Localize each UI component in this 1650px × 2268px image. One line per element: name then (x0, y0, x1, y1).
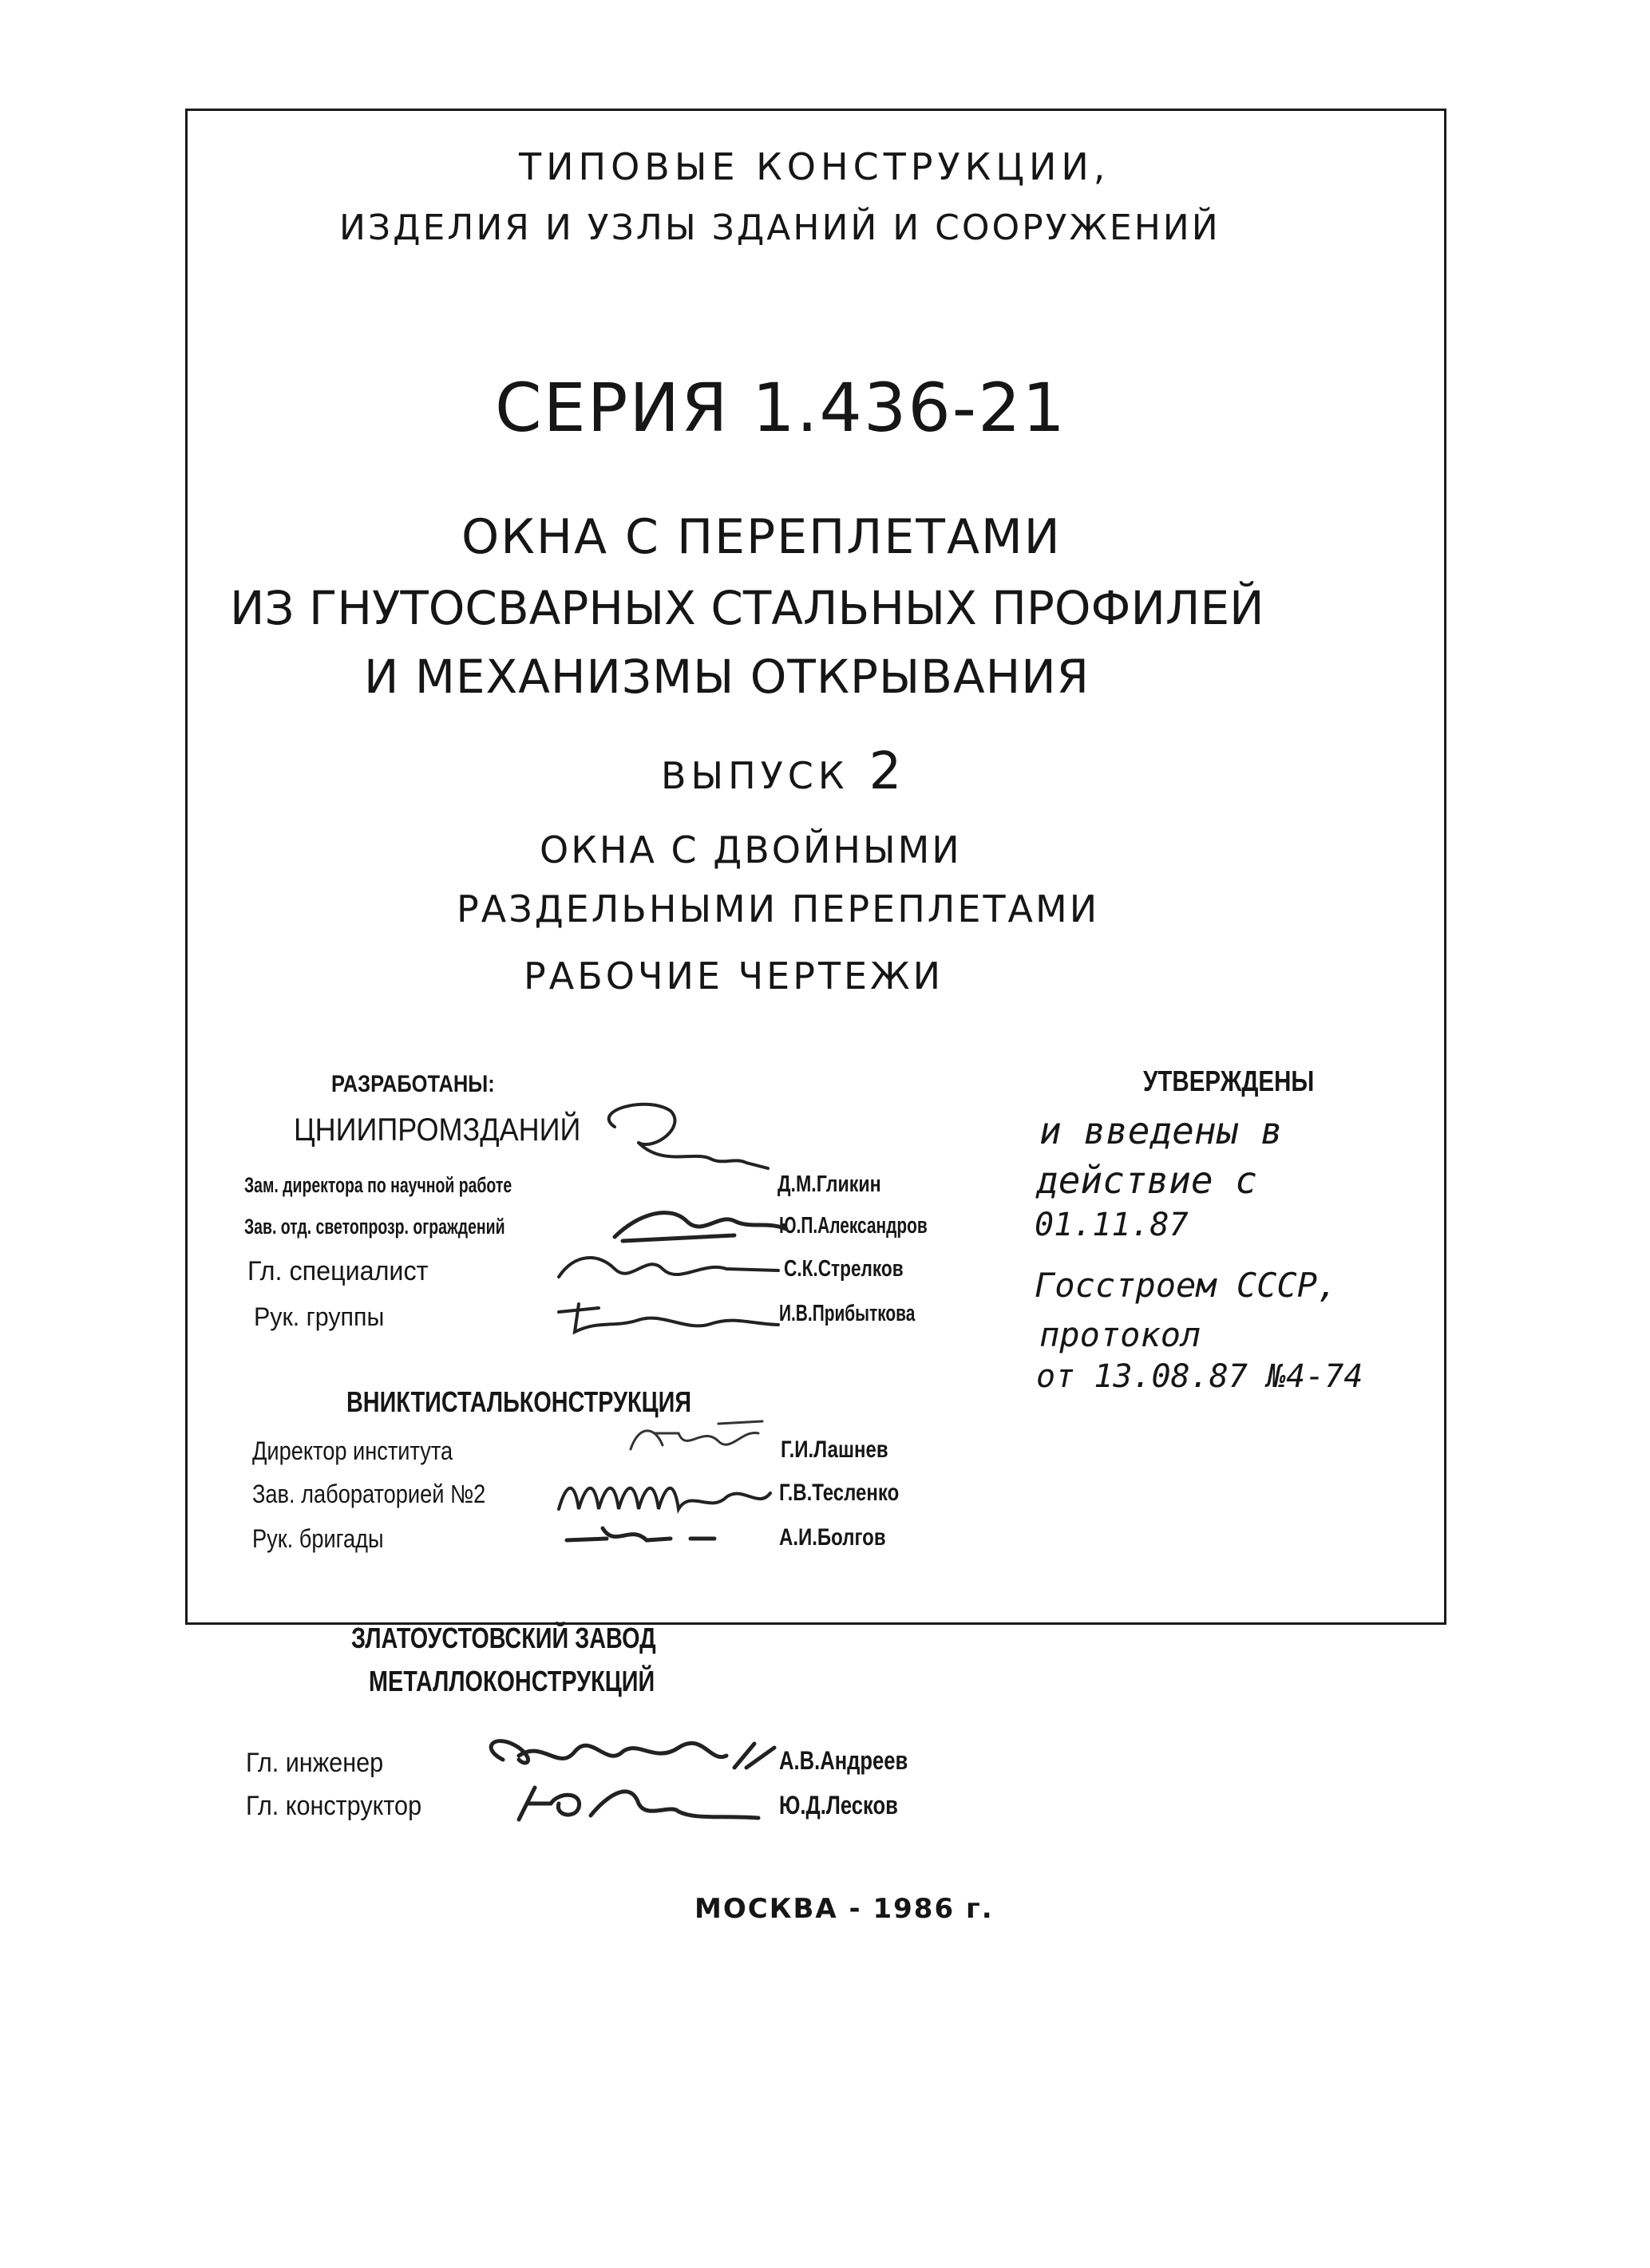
issue-number: 2 (869, 742, 902, 801)
org1-row-4-position: Рук. группы (254, 1302, 385, 1331)
header-line-2: ИЗДЕЛИЯ И УЗЛЫ ЗДАНИЙ И СООРУЖЕНИЙ (339, 207, 1221, 248)
org3-row-1-position: Гл. инженер (246, 1748, 384, 1778)
approved-line-3: 01.11.87 (1035, 1207, 1189, 1243)
approved-line-1: и введены в (1039, 1109, 1283, 1152)
org2-row-2-position: Зав. лабораторией №2 (252, 1480, 486, 1508)
org3-row-1-person: А.В.Андреев (779, 1746, 908, 1775)
org1-row-2-person: Ю.П.Александров (779, 1213, 928, 1239)
signature-teslenko (551, 1465, 774, 1521)
org1-row-3-person: С.К.Стрелков (784, 1256, 904, 1282)
subtitle-line-2: РАЗДЕЛЬНЫМИ ПЕРЕПЛЕТАМИ (457, 887, 1100, 931)
signature-lashnev (623, 1417, 766, 1465)
org1-row-1-position: Зам. директора по научной работе (244, 1173, 512, 1197)
org2-row-3-position: Рук. бригады (252, 1524, 384, 1553)
approved-heading: УТВЕРЖДЕНЫ (1143, 1065, 1315, 1097)
org1-name: ЦНИИПРОМЗДАНИЙ (294, 1112, 581, 1148)
org3-name-line-2: МЕТАЛЛОКОНСТРУКЦИЙ (369, 1665, 655, 1697)
signature-leskov (511, 1772, 766, 1835)
org1-row-1-person: Д.М.Гликин (778, 1172, 881, 1197)
developed-label: РАЗРАБОТАНЫ: (331, 1071, 495, 1097)
org1-row-3-position: Гл. специалист (247, 1256, 429, 1286)
header-line-1: ТИПОВЫЕ КОНСТРУКЦИИ, (519, 145, 1110, 188)
signature-glikin (559, 1095, 774, 1183)
signature-bolgov (559, 1516, 718, 1556)
org3-row-2-position: Гл. конструктор (246, 1791, 422, 1821)
org2-row-1-position: Директор института (252, 1436, 453, 1465)
title-line-1: ОКНА С ПЕРЕПЛЕТАМИ (461, 509, 1062, 565)
org1-row-4-person: И.В.Прибыткова (779, 1301, 916, 1326)
org2-row-2-person: Г.В.Тесленко (779, 1480, 900, 1506)
org1-row-2-position: Зав. отд. светопрозр. ограждений (244, 1215, 505, 1239)
issue (661, 742, 901, 801)
subtitle-line-1: ОКНА С ДВОЙНЫМИ (540, 828, 962, 871)
org2-name: ВНИКТИСТАЛЬКОНСТРУКЦИЯ (346, 1385, 692, 1418)
org3-name-line-1: ЗЛАТОУСТОВСКИЙ ЗАВОД (351, 1622, 656, 1654)
org2-row-1-person: Г.И.Лашнев (781, 1436, 888, 1463)
approved-line-4: Госстроем СССР, (1035, 1266, 1338, 1305)
footer-city-year: МОСКВА - 1986 г. (694, 1893, 994, 1925)
org2-row-3-person: А.И.Болгов (779, 1524, 886, 1551)
signature-pribytkova (551, 1288, 782, 1344)
title-line-3: И МЕХАНИЗМЫ ОТКРЫВАНИЯ (364, 650, 1090, 704)
subtitle-line-3: РАБОЧИЕ ЧЕРТЕЖИ (524, 954, 944, 998)
org3-row-2-person: Ю.Д.Лесков (779, 1791, 898, 1820)
series-title: СЕРИЯ 1.436-21 (495, 369, 1066, 447)
approved-line-2: действие с (1036, 1159, 1257, 1202)
approved-line-6: от 13.08.87 №4-74 (1036, 1358, 1363, 1395)
title-line-2: ИЗ ГНУТОСВАРНЫХ СТАЛЬНЫХ ПРОФИЛЕЙ (230, 581, 1264, 635)
issue-label: ВЫПУСК (661, 754, 849, 797)
approved-line-5: протокол (1039, 1315, 1201, 1354)
